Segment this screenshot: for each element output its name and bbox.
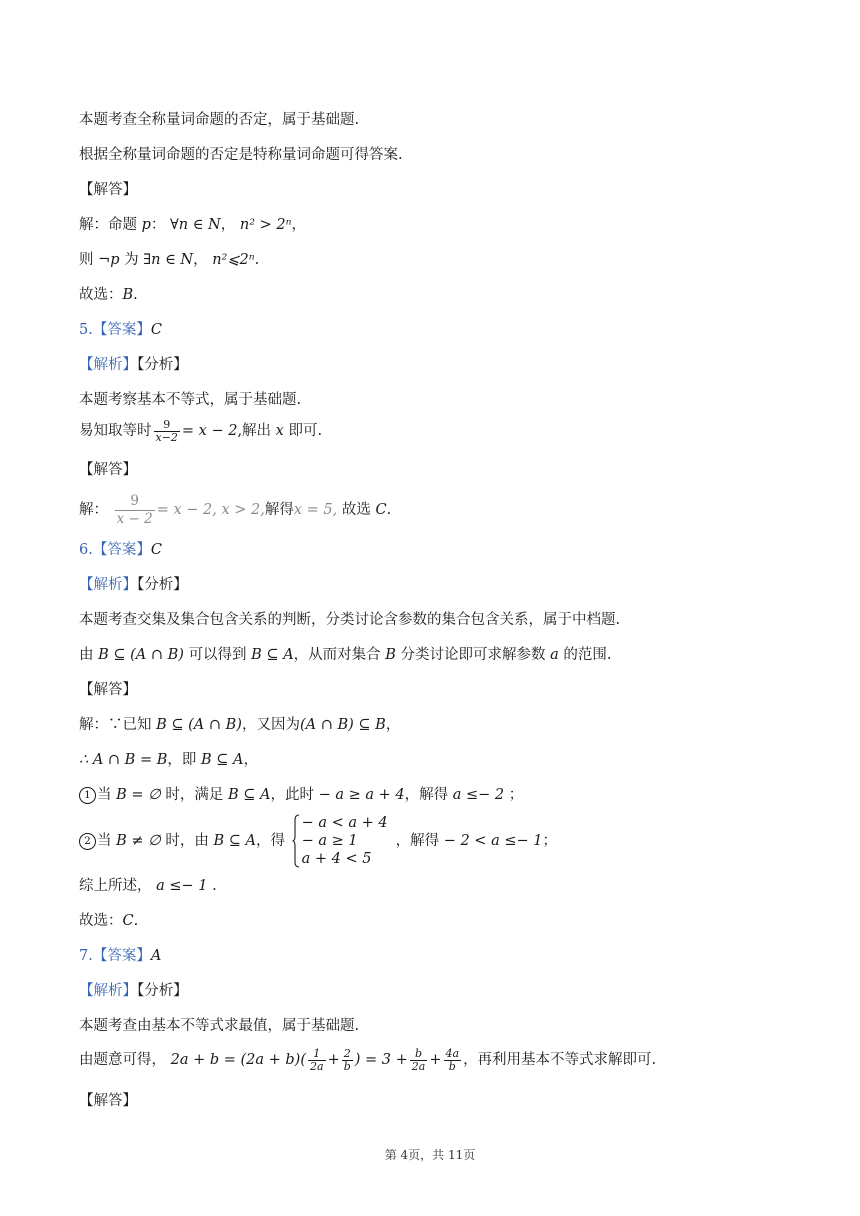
text: 根据全称量词命题的否定是特称量词命题可得答案. (79, 147, 403, 163)
text: 本题考查由基本不等式求最值，属于基础题. (79, 1018, 360, 1034)
text-line (79, 785, 523, 805)
math: B ⊆ A (251, 647, 294, 663)
math: a (550, 647, 559, 663)
math: = x − 2 (181, 423, 238, 439)
analysis-heading (79, 981, 188, 1001)
math: ¬p (98, 252, 120, 268)
text: 【解答】 (79, 1093, 137, 1109)
math: ∃n ∈ N (143, 252, 194, 268)
section-label-jieda (79, 680, 137, 700)
math: B ⊆ (A ∩ B) (156, 717, 242, 733)
text-line (79, 876, 217, 896)
text: ，又因为 (241, 717, 300, 733)
text: ， (291, 217, 306, 233)
math: x (275, 423, 284, 439)
text: 由题意可得， (79, 1052, 166, 1068)
text: ， (385, 717, 401, 733)
math: a ≤− 1 (156, 878, 208, 894)
fraction: $\frac{4a}{b}$ (445, 1046, 460, 1073)
analysis-label: 【解析】 (79, 983, 137, 999)
math: p (141, 217, 151, 233)
text: 解：命题 (79, 217, 137, 233)
text: 分类讨论即可求解参数 (400, 647, 546, 663)
text-line (79, 491, 391, 529)
section-label-jieda (79, 180, 137, 200)
text-line (79, 645, 612, 665)
text-line (79, 715, 400, 735)
text: ，解得 (404, 787, 449, 803)
text: ，得 (255, 833, 285, 849)
text: . (133, 913, 139, 929)
text: ，此时 (270, 787, 314, 803)
answer-value: C (150, 322, 162, 338)
answer-value: C (150, 542, 162, 558)
math: B ⊆ A (213, 833, 256, 849)
text-line (79, 1016, 359, 1036)
text: 可以得到 (188, 647, 247, 663)
text: 时，由 (165, 833, 209, 849)
text-line (79, 285, 138, 305)
text: ， (220, 217, 236, 233)
text: 由 (79, 647, 94, 663)
text: 【解答】 (79, 182, 137, 198)
text: ； (508, 787, 524, 803)
text: 当 (97, 787, 112, 803)
answer-heading-7 (79, 946, 161, 966)
math: B ⊆ (A ∩ B) (98, 647, 184, 663)
math: − 2 < a ≤− 1 (443, 833, 543, 849)
math: ∴ A ∩ B = B (79, 752, 168, 768)
text: 易知取等时 (79, 423, 152, 439)
text: ，再利用基本不等式求解即可. (463, 1052, 657, 1068)
math: B (385, 647, 396, 663)
text: 本题考查交集及集合包含关系的判断，分类讨论含参数的集合包含关系，属于中档题. (79, 612, 621, 628)
analysis-heading (79, 355, 188, 375)
text-line (79, 1046, 656, 1074)
text: 【解答】 (79, 462, 137, 478)
system-row: a + 4 < 5 (301, 851, 372, 867)
answer-label: 6.【答案】 (79, 542, 151, 558)
text: ，解得 (395, 833, 440, 849)
fraction: $\frac{2}{b}$ (343, 1046, 351, 1073)
text: 当 (97, 833, 112, 849)
text: 故选： (79, 913, 123, 929)
text: . (254, 252, 260, 268)
answer-heading-5 (79, 320, 162, 340)
math: (A ∩ B) ⊆ B (299, 717, 386, 733)
text: ， (243, 752, 258, 768)
answer-label: 7.【答案】 (79, 948, 151, 964)
analysis-label: 【解析】 (79, 357, 137, 373)
equation-system (292, 814, 388, 868)
circled-number: 2 (79, 833, 96, 850)
text: 本题考查全称量词命题的否定，属于基础题. (79, 112, 360, 128)
math: + (327, 1052, 340, 1068)
text-line (79, 418, 322, 444)
fraction: $\frac{b}{2a}$ (411, 1046, 426, 1073)
text: 解得 (264, 502, 294, 518)
text: . (133, 287, 138, 303)
circled-number: 1 (79, 787, 96, 804)
text: 则 (79, 252, 94, 268)
math: B (122, 287, 134, 303)
text: ，从而对集合 (293, 647, 381, 663)
math: − a ≥ a + 4 (318, 787, 405, 803)
text: . (386, 502, 392, 518)
text: 综上所述， (79, 878, 152, 894)
system-row: − a ≥ 1 (301, 833, 358, 849)
fraction: $\frac{9}{x-2}$ (155, 417, 178, 444)
math: B ⊆ A (227, 787, 271, 803)
text: 时，满足 (165, 787, 224, 803)
text: ； (542, 833, 557, 849)
text: ， (193, 252, 208, 268)
fraction: $\frac{1}{2a}$ (310, 1046, 324, 1073)
text-line (79, 250, 259, 270)
math: n² > 2ⁿ (239, 217, 292, 233)
answer-value: A (150, 948, 162, 964)
text-line (79, 390, 301, 410)
math: ∀n ∈ N (170, 217, 221, 233)
system-row: − a < a + 4 (301, 815, 388, 831)
fraction: $\frac{9}{x - 2}$ (116, 492, 153, 527)
math: B ⊆ A (200, 752, 244, 768)
section-label-jieda (79, 460, 137, 480)
text-line (79, 911, 138, 931)
text: 解：∵已知 (79, 717, 152, 733)
math: ) = 3 + (354, 1052, 408, 1068)
text: 的范围. (563, 647, 612, 663)
math: B ≠ ∅ (116, 833, 161, 849)
analysis-label: 【解析】 (79, 577, 137, 593)
math: a ≤− 2 (452, 787, 505, 803)
text: 故选 (341, 502, 371, 518)
text: . (212, 878, 217, 894)
analysis-heading (79, 575, 188, 595)
math: 2a + b = (2a + b)( (170, 1052, 306, 1068)
answer-heading-6 (79, 540, 162, 560)
math: n²⩽2ⁿ (212, 252, 255, 268)
text: 故选： (79, 287, 123, 303)
text: 为 (124, 252, 139, 268)
text-line (79, 750, 258, 770)
math: = x − 2, x > 2, (156, 502, 265, 518)
fenxi-label: 【分析】 (137, 577, 188, 593)
text-line (79, 814, 557, 868)
math: C (375, 502, 387, 518)
text: 即可. (288, 423, 323, 439)
math: + (429, 1052, 442, 1068)
text-line (79, 215, 306, 235)
text-line (79, 110, 359, 130)
math: C (122, 913, 134, 929)
text: 本题考察基本不等式，属于基础题. (79, 392, 302, 408)
section-label-jieda (79, 1091, 137, 1111)
text: 【解答】 (79, 682, 137, 698)
brace-icon (292, 814, 300, 868)
text: ，即 (167, 752, 197, 768)
math: x = 5, (293, 502, 338, 518)
text-line (79, 145, 403, 165)
text: 解： (79, 502, 108, 518)
text: ,解出 (237, 423, 272, 439)
fenxi-label: 【分析】 (137, 983, 188, 999)
math: B = ∅ (116, 787, 161, 803)
page-footer: 第 4页，共 11页 (384, 1148, 476, 1162)
text-line (79, 610, 620, 630)
answer-label: 5.【答案】 (79, 322, 151, 338)
text: ： (150, 217, 166, 233)
fenxi-label: 【分析】 (137, 357, 188, 373)
